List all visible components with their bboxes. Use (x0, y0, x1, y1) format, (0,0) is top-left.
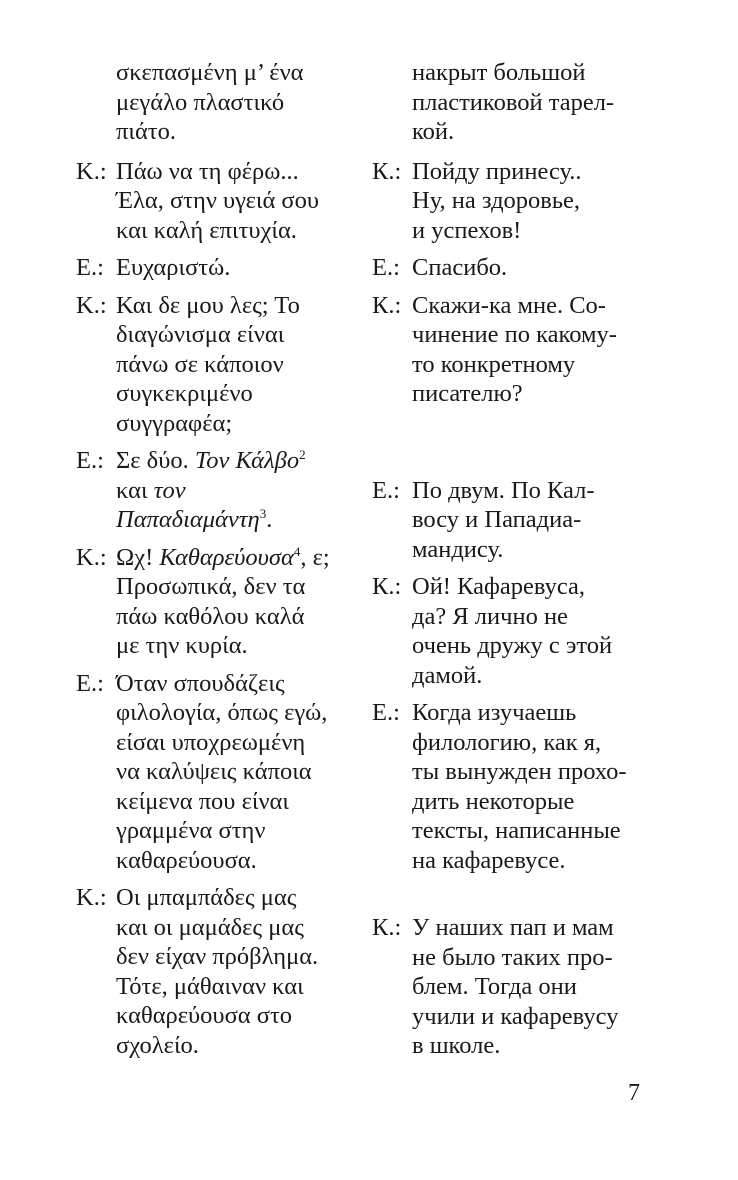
text-segment: . (266, 506, 273, 533)
entry-text (76, 253, 376, 283)
text-line: ты вынужден прохо- (412, 758, 627, 785)
entry-text (372, 157, 662, 246)
text-line: πάω καθόλου καλά (116, 602, 305, 630)
entry-text (76, 543, 376, 661)
speaker-label: Ε.: (76, 669, 104, 697)
text-line: Οι μπαμπάδες μας (116, 884, 297, 911)
text-line: дить некоторые (412, 787, 575, 815)
text-line: Ευχαριστώ. (116, 254, 231, 281)
text-segment: Ωχ! (116, 543, 160, 571)
text-line: φιλολογία, όπως εγώ, (116, 699, 328, 726)
text-line: είσαι υποχρεωμένη (116, 728, 306, 756)
text-line: με την κυρία. (116, 632, 248, 659)
text-line: тексты, написанные (412, 817, 621, 844)
text-line: Τότε, μάθαιναν και (116, 972, 304, 1000)
text-line: και οι μαμάδες μας (116, 913, 304, 941)
entry-text (76, 291, 376, 439)
text-line: дамой. (412, 661, 483, 689)
text-segment-italic: τον (153, 476, 186, 504)
page-number: 7 (628, 1080, 640, 1106)
text-line: Спасибо. (412, 254, 508, 281)
text-line: Скажи-ка мне. Со- (412, 291, 606, 319)
dialogue-entry (76, 446, 376, 535)
text-line: писателю? (412, 380, 523, 407)
speaker-label: Κ.: (76, 291, 107, 319)
text-line (116, 476, 376, 506)
text-line: πάνω σε κάποιον (116, 350, 284, 378)
text-line: У наших пап и мам (412, 914, 614, 941)
text-line: не было таких про- (412, 943, 613, 971)
speaker-label: К.: (372, 157, 402, 185)
speaker-label: Е.: (372, 254, 400, 281)
text-line: то конкретному (412, 350, 576, 378)
text-segment: , ε; (300, 543, 330, 571)
dialogue-entry (76, 157, 376, 246)
text-line: и успехов! (412, 216, 522, 244)
text-line: δεν είχαν πρόβλημα. (116, 943, 319, 970)
speaker-label: К.: (372, 291, 402, 319)
text-line: σκεπασμένη μ’ ένα (116, 59, 304, 86)
text-line: Πάω να τη φέρω... (116, 157, 299, 185)
footnote-ref: 2 (299, 447, 306, 462)
text-line: Έλα, στην υγειά σου (116, 187, 319, 214)
text-line: σχολείο. (116, 1031, 199, 1059)
text-line: очень дружу с этой (412, 632, 613, 659)
entry-text (372, 698, 662, 875)
text-line: восу и Пападиа- (412, 506, 582, 533)
speaker-label: Ε.: (76, 254, 104, 281)
dialogue-entry (372, 698, 662, 875)
text-line (116, 446, 376, 476)
dialogue-entry (76, 669, 376, 876)
text-line: συγκεκριμένο (116, 380, 253, 407)
text-line: кой. (412, 118, 455, 145)
text-line: κείμενα που είναι (116, 787, 289, 815)
text-line (116, 543, 376, 573)
russian-column (372, 58, 662, 1069)
dialogue-entry (372, 572, 662, 690)
dialogue-entry (372, 253, 662, 283)
text-line: και καλή επιτυχία. (116, 216, 297, 244)
entry-text (76, 58, 376, 147)
text-line: συγγραφέα; (116, 409, 233, 437)
text-line: филологию, как я, (412, 728, 602, 756)
text-line: на кафаревусе. (412, 846, 566, 874)
speaker-label: Е.: (372, 699, 400, 726)
text-line: Пойду принесу.. (412, 157, 582, 185)
dialogue-entry (372, 291, 662, 409)
dialogue-entry (372, 476, 662, 565)
entry-text (372, 572, 662, 690)
text-line: μεγάλο πλαστικό (116, 88, 285, 116)
dialogue-entry (76, 58, 376, 147)
entry-text (372, 476, 662, 565)
dialogue-entry (372, 157, 662, 246)
text-line: да? Я лично не (412, 602, 568, 630)
speaker-label: К.: (372, 573, 402, 600)
text-segment: και (116, 476, 154, 504)
entry-text (76, 669, 376, 876)
text-line: чинение по какому- (412, 321, 617, 348)
entry-text (372, 58, 662, 147)
speaker-label: Κ.: (76, 884, 107, 911)
term-italic: Καθαρεύουσα (159, 543, 294, 571)
text-line: накрыт большой (412, 59, 586, 86)
text-line: Когда изучаешь (412, 699, 577, 726)
dialogue-entry (76, 543, 376, 661)
entry-text (372, 913, 662, 1061)
text-segment: Σε δύο. (116, 447, 195, 474)
text-line: Ой! Кафаревуса, (412, 573, 586, 600)
dialogue-entry (372, 913, 662, 1061)
text-line: να καλύψεις κάποια (116, 758, 312, 785)
text-line: По двум. По Кал- (412, 476, 595, 504)
text-line: блем. Тогда они (412, 973, 577, 1000)
text-line: мандису. (412, 535, 504, 563)
dialogue-entry (76, 253, 376, 283)
text-line: Προσωπικά, δεν τα (116, 573, 306, 600)
text-line: καθαρεύουσα στο (116, 1002, 293, 1029)
speaker-label: Κ.: (76, 157, 107, 185)
author-name-italic: Παπαδιαμάντη (116, 506, 260, 533)
author-name-italic: Τον Κάλβο (194, 447, 300, 474)
dialogue-entry (76, 883, 376, 1060)
entry-text (372, 291, 662, 409)
dialogue-entry (372, 58, 662, 147)
speaker-label: Ε.: (76, 447, 104, 474)
text-line: καθαρεύουσα. (116, 846, 257, 874)
entry-text (76, 157, 376, 246)
text-line: в школе. (412, 1032, 501, 1059)
text-line: пластиковой тарел- (412, 88, 615, 116)
entry-text (76, 883, 376, 1060)
text-line: γραμμένα στην (116, 817, 266, 844)
text-line: Ну, на здоровье, (412, 187, 581, 214)
footnote-ref: 3 (259, 506, 267, 521)
speaker-label: К.: (372, 914, 402, 941)
greek-column (76, 58, 376, 1068)
speaker-label: Е.: (372, 476, 400, 504)
dialogue-entry (76, 291, 376, 439)
text-line (116, 505, 376, 535)
speaker-label: Κ.: (76, 543, 107, 571)
entry-text (76, 446, 376, 535)
text-line: πιάτο. (116, 118, 177, 145)
text-line: Και δε μου λες; Το (116, 291, 300, 319)
text-line: διαγώνισμα είναι (116, 321, 285, 348)
text-line: Όταν σπουδάζεις (116, 669, 285, 697)
text-line: учили и кафаревусу (412, 1002, 619, 1030)
entry-text (372, 253, 662, 283)
footnote-ref: 4 (293, 543, 301, 559)
